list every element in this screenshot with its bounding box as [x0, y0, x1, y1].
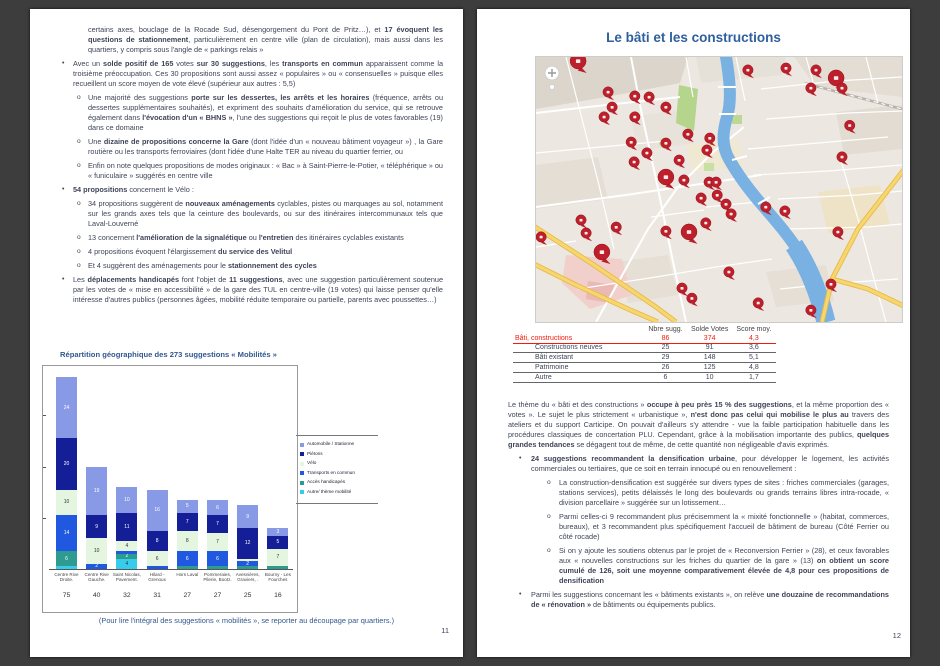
legend-label: Automobile / Stationne	[307, 441, 355, 446]
table-cell: 91	[688, 343, 732, 353]
bar-value-label: 9	[246, 513, 250, 520]
bullet-marker: •	[62, 60, 65, 67]
table-row-label: Bâti existant	[513, 353, 643, 363]
table-row-label: Constructions neuves	[513, 343, 643, 353]
bar-segment	[147, 566, 168, 569]
bar-total-label: 25	[243, 592, 252, 599]
bar-segment	[147, 490, 168, 531]
bullet-marker: o	[77, 138, 81, 145]
bullet-item: o Et 4 suggèrent des aménagements pour le stationnement des cycles	[77, 261, 317, 270]
bar-segment	[116, 559, 137, 569]
bar-segment	[267, 528, 288, 536]
bar-value-label: 2	[95, 563, 99, 570]
bullet-marker: o	[77, 248, 81, 255]
legend-label: Transports en commun	[307, 469, 356, 475]
legend-label: Accès handicapés	[307, 479, 346, 484]
bullet-item: • 54 propositions concernent le Vélo :	[62, 185, 194, 194]
bar-value-label: 8	[185, 537, 189, 544]
bar-segment	[56, 490, 77, 516]
bar-value-label: 4	[125, 542, 129, 549]
bullet-item: o Une majorité des suggestions porte sur les dessertes, les arrêts et les horaires (fréquence, arrêts ou dessertes supplémentaires souhaités), et expriment des souhaits d'amélioration du service, qui se retrouve également dans l'évocation d'un « BHNS », l'une des suggestions qui reçoit le plus de votes favorables (19) dans ce domaine	[77, 93, 443, 132]
bar-segment	[86, 564, 107, 569]
bar-value-label: 4	[125, 560, 129, 567]
legend-label: Autre/ thème mobilité	[307, 488, 352, 494]
bullet-marker: o	[77, 94, 81, 101]
bullet-marker: o	[547, 513, 551, 520]
left-page-text	[60, 25, 443, 309]
x-axis-label: Centre Rive Gauche.	[84, 572, 109, 583]
bullet-marker: •	[519, 591, 522, 598]
bar-segment	[177, 500, 198, 513]
bar-segment	[207, 551, 228, 566]
bar-value-label: 5	[185, 503, 189, 510]
table-cell: 6	[643, 372, 687, 382]
bar-value-label: 16	[154, 507, 160, 514]
legend-item	[300, 441, 378, 451]
bar-segment	[207, 500, 228, 515]
bar-segment	[237, 505, 258, 528]
legend-swatch	[300, 452, 304, 456]
bar-value-label: 12	[244, 540, 251, 547]
bar-total-label: 75	[62, 592, 71, 599]
page-number-right: 12	[892, 631, 901, 640]
bar-total-label: 27	[183, 592, 192, 599]
bar-segment	[116, 513, 137, 541]
bar-segment	[237, 528, 258, 559]
bar-segment	[147, 531, 168, 551]
bullet-item: o Parmi celles-ci 9 recommandent plus précisemment la « mixité fonctionnelle » (habitat, commerces, bureaux), et 3 recommandent plus spécifiquement l'accueil de bâtiment de bureau (Côté Ferrier ou côté rocade)	[547, 512, 889, 541]
bar-segment	[207, 533, 228, 551]
bar-value-label: 3	[276, 528, 280, 535]
bullet-marker: o	[77, 200, 81, 207]
bar-segment	[56, 438, 77, 489]
bar-total-label: 16	[274, 592, 282, 599]
bar-value-label: 6	[185, 555, 189, 562]
suggestions-map	[535, 56, 903, 323]
table-cell: 148	[688, 353, 732, 363]
bar-segment	[56, 515, 77, 551]
bar-value-label: 7	[276, 554, 280, 561]
table-cell: 4,3	[732, 334, 776, 343]
legend-label: Piétons	[307, 450, 323, 456]
bar-value-label: 24	[63, 404, 70, 411]
bar-value-label: 19	[93, 487, 100, 494]
table-cell: 29	[643, 353, 687, 363]
legend-item	[300, 460, 378, 470]
bar-segment	[267, 536, 288, 549]
bar-value-label: 6	[216, 504, 219, 511]
chart-footnote: (Pour lire l'intégral des suggestions « mobilités », se reporter au découpage par quartiers.)	[98, 616, 395, 625]
table-cell: 1,7	[732, 372, 776, 382]
table-cell: 4,8	[732, 363, 776, 373]
bar-value-label: 10	[63, 499, 70, 506]
bar-total-label: 27	[213, 592, 222, 599]
bullet-item: • Les déplacements handicapés font l'objet de 11 suggestions, avec une suggestion particulièrement soutenue par les votes de « mise en accessibilité » de la gare des TUL en centre-ville (19 votes) qui laisse penser qu'elle intéresse d'autres publics (personnes âgées, mobilité réduite temporaire ou partielle, parents avec poussettes…)	[62, 275, 444, 304]
chart-title: Répartition géographique des 273 suggestions « Mobilités »	[60, 350, 277, 359]
table-row-label: Autre	[513, 372, 643, 382]
y-axis-tick	[43, 415, 46, 416]
bar-value-label: 2	[125, 553, 129, 560]
x-axis-label: Hors Laval	[176, 572, 199, 577]
legend-item	[300, 451, 378, 461]
legend-item	[300, 479, 378, 489]
right-page-text	[508, 400, 889, 614]
bar-value-label: 10	[93, 548, 100, 555]
bar-segment	[116, 554, 137, 559]
legend-swatch	[300, 471, 304, 475]
bar-value-label: 7	[216, 539, 219, 546]
x-axis-label: Saint Nicolas, Pavement.	[112, 572, 141, 583]
x-axis-label: Hilard - Grenoux	[148, 572, 166, 583]
table-cell: 3,6	[732, 343, 776, 353]
bar-value-label: 5	[276, 539, 280, 546]
bar-total-label: 32	[123, 592, 131, 599]
bar-segment	[116, 551, 137, 554]
x-axis-label: Avesnières, Graviers, .	[235, 572, 260, 583]
bar-segment	[56, 566, 77, 569]
bar-segment	[177, 551, 198, 566]
legend-item	[300, 470, 378, 480]
paragraph: certains axes, bouclage de la Rocade Sud, désengorgement du Pont de Pritz…), et 17 évoquent les questions de stationnement, particulièrement en centre ville (plan de circulation), mais aussi dans les quartiers, y compris sous l'angle de « parkings relais »	[88, 25, 443, 54]
table-header-cell: Score moy.	[736, 325, 772, 333]
bullet-item: o La construction-densification est suggérée sur divers types de sites : friches commerciales (garages, stations services), petits délaissés le long des boulevards ou grands terrains libres intra-rocade, « division parcellaire » suggérée sur un lotissement…	[547, 478, 889, 507]
bullet-marker: •	[519, 455, 522, 462]
bullet-item: o Une dizaine de propositions concerne la Gare (dont l'idée d'un « nouveau bâtiment voyageur ») , la Gare routière ou les transports ferroviaires (dont l'idée d'une Halte TER au niveau du quartier ferrier, ou	[77, 137, 443, 156]
legend-swatch	[300, 462, 304, 466]
page-11	[30, 9, 463, 657]
legend-swatch	[300, 443, 304, 447]
bar-value-label: 6	[65, 555, 68, 562]
x-axis-label: Pommeraies, Pilerie, Bootz.	[203, 572, 232, 583]
bar-segment	[116, 541, 137, 551]
section-title: Le bâti et les constructions	[606, 30, 781, 45]
bar-segment	[207, 515, 228, 533]
bar-segment	[237, 561, 258, 566]
bar-value-label: 6	[216, 555, 219, 562]
bar-total-label: 40	[92, 592, 101, 599]
bar-segment	[86, 515, 107, 538]
bar-segment	[86, 467, 107, 516]
bar-value-label: 6	[155, 555, 159, 562]
bullet-item: o 34 propositions suggèrent de nouveaux aménagements cyclables, pistes ou marquages au sol, notamment sur les grands axes tels que la ceinture des boulevards, ou sur des itinéraires intercommunaux tels que Laval-Louverné	[77, 199, 443, 228]
legend-swatch	[300, 490, 304, 494]
bati-constructions-table	[513, 325, 776, 383]
bar-total-label: 31	[153, 592, 161, 599]
table-cell: 10	[688, 372, 732, 382]
bar-value-label: 11	[124, 523, 130, 530]
bar-segment	[56, 377, 77, 438]
bullet-marker: o	[77, 234, 81, 241]
table-cell: 5,1	[732, 353, 776, 363]
bar-value-label: 9	[95, 523, 99, 530]
table-cell: 374	[688, 334, 732, 343]
bar-segment	[177, 566, 198, 569]
page-number-left: 11	[441, 626, 449, 635]
bar-segment	[147, 551, 168, 566]
mobility-stacked-bar-chart	[42, 365, 298, 613]
bar-segment	[56, 551, 77, 566]
bullet-item: o Si on y ajoute les soutiens obtenus par le projet de « Reconversion Ferrier » (28), et ceux favorables aux « nouvelles constructions sur les friches du quartier de la gare » (13) on obtient un score cumulé de 126, soit une moyenne comparativement élevée de 4,8 pour ces propositions de densification	[547, 546, 889, 585]
table-row-label: Bâti, constructions	[513, 334, 643, 343]
table-cell: 125	[688, 363, 732, 373]
y-axis-tick	[43, 518, 46, 519]
bullet-item: • Avec un solde positif de 165 votes sur 30 suggestions, les transports en commun apparaissent comme la troisième préoccupation. Ces 30 propositions sont aussi assez « populaires » ou « consensuelles » puisque elles recueillent un score moyen de vote élevé (supérieur aux autres : 5,5)	[62, 59, 444, 88]
bullet-marker: •	[62, 186, 65, 193]
table-row	[513, 363, 776, 373]
y-axis-tick	[43, 467, 46, 468]
bullet-marker: •	[62, 276, 65, 283]
table-cell: 25	[643, 343, 687, 353]
table-header-row	[513, 325, 776, 334]
bullet-item: • 24 suggestions recommandent la densification urbaine, pour développer le logement, les activités commerciales ou tertiaires, que ce soit en terrain innocupé ou en renouvellement :	[519, 454, 889, 473]
legend-label: Vélo	[307, 460, 317, 465]
bar-segment	[237, 559, 258, 562]
bar-segment	[177, 513, 198, 531]
bar-segment	[177, 531, 198, 551]
bullet-item: • Parmi les suggestions concernant les « bâtiments existants », on relève une douzaine de recommandations de « rénovation » de bâtiments ou équipements publics.	[519, 590, 889, 609]
bar-segment	[116, 487, 137, 513]
legend-item	[300, 489, 378, 499]
bullet-marker: o	[77, 162, 81, 169]
bar-value-label: 2	[246, 560, 250, 567]
bar-value-label: 14	[63, 530, 70, 537]
bar-value-label: 10	[124, 496, 130, 503]
page-12	[477, 9, 910, 657]
bullet-item: o 4 propositions évoquent l'élargissement du service des Velitul	[77, 247, 293, 256]
bar-value-label: 7	[185, 518, 189, 525]
table-row	[513, 372, 776, 382]
bar-segment	[86, 538, 107, 564]
bullet-item: o Enfin on note quelques propositions de modes originaux : « Bac » à Saint-Pierre-le-Potier, « téléphérique » ou « funiculaire » suggérés en centre ville	[77, 161, 443, 180]
table-cell: 86	[643, 334, 687, 343]
bar-segment	[207, 566, 228, 569]
bullet-marker: o	[77, 262, 81, 269]
table-row	[513, 334, 776, 343]
bar-value-label: 7	[216, 521, 219, 528]
bullet-marker: o	[547, 479, 551, 486]
bar-segment	[267, 549, 288, 567]
table-header-cell: Solde Votes	[690, 325, 729, 333]
paragraph: Le thème du « bâti et des constructions » occupe à peu près 15 % des suggestions, et la même proportion des « votes ». Le sujet le plus strictement « urbanistique », n'est donc pas celui qui mobilise le plus au travers des ateliers et du support Carticipe. On pouvait d'ailleurs s'y attendre - vue la faible participation habituelle dans les procédures classiques de concertation PLU. Cependant, grâce à la mobilisation importante des publics, quelques grandes tendances se dégagent tout de même, de cette quantité non négligeable d'avis exprimés.	[508, 400, 890, 449]
bullet-marker: o	[547, 547, 551, 554]
table-cell: 26	[643, 363, 687, 373]
table-row	[513, 343, 776, 353]
bar-value-label: 20	[63, 461, 70, 468]
bar-segment	[267, 566, 288, 569]
x-axis-label: Centre Rive Droite.	[54, 572, 79, 583]
legend-swatch	[300, 481, 304, 485]
table-row	[513, 353, 776, 363]
x-axis-label: Bourny - Les Fourches	[264, 572, 291, 583]
table-header-cell: Nbre sugg.	[648, 325, 683, 333]
bullet-item: o 13 concernent l'amélioration de la signalétique ou l'entretien des itinéraires cyclables existants	[77, 233, 404, 242]
chart-legend	[296, 435, 378, 504]
bar-value-label: 8	[155, 537, 159, 544]
table-row-label: Patrimoine	[513, 363, 643, 373]
